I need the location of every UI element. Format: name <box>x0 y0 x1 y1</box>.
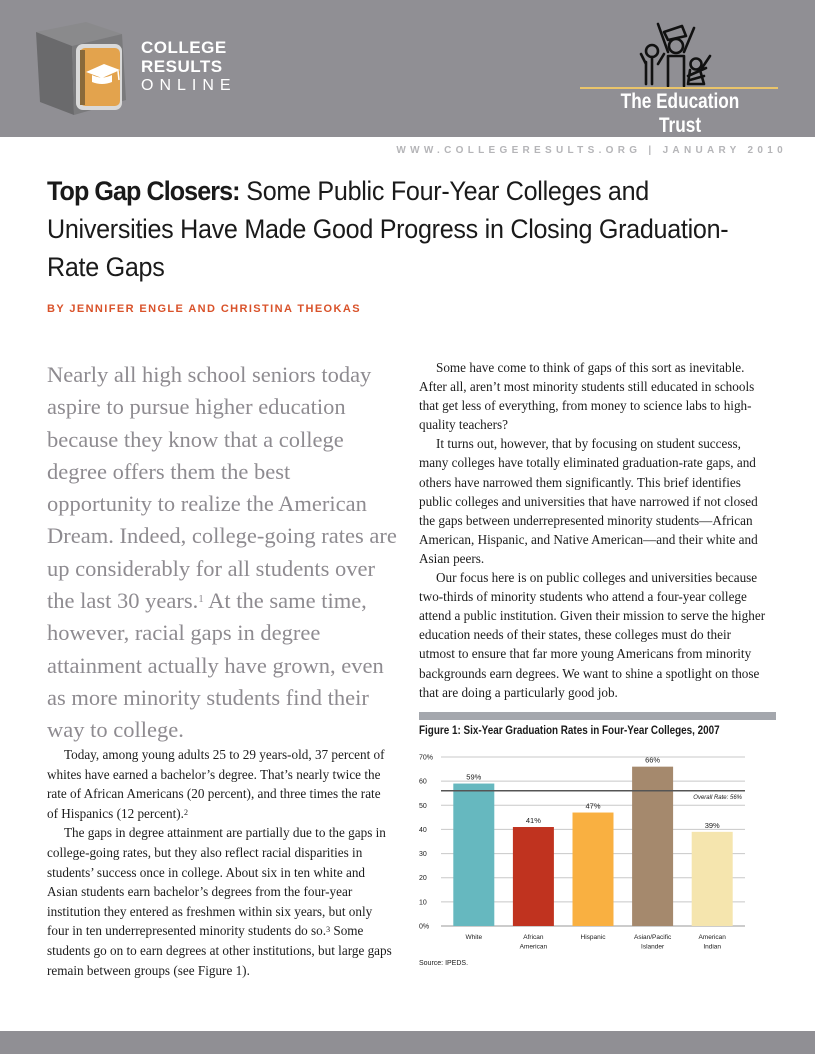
x-axis-labels <box>465 934 726 951</box>
y-tick-label: 20 <box>419 875 427 883</box>
logo-line-2: RESULTS <box>141 57 223 76</box>
bar-value-label: 59% <box>466 772 482 782</box>
bar <box>573 813 614 926</box>
byline: BY JENNIFER ENGLE AND CHRISTINA THEOKAS <box>47 303 361 315</box>
chart-source: Source: IPEDS. <box>419 960 469 967</box>
graduation-rate-bar-chart <box>410 745 815 975</box>
bar-value-label: 41% <box>525 816 541 826</box>
footnote-ref[interactable]: 1 <box>198 593 204 606</box>
paragraph: Some have come to think of gaps of this sort as inevitable. After all, aren’t most minority students still educated in schools that get less of everything, from money to science labs to high-quality teachers? <box>419 360 755 433</box>
x-axis-label: Hispanic <box>580 934 606 941</box>
bar <box>692 832 733 926</box>
y-tick-label: 30 <box>419 851 427 859</box>
paragraph-text: Today, among young adults 25 to 29 years-old, 37 percent of whites have earned a bachelor’s degree. That’s nearly twice the rate of African Americans (20 percent), and three times the rate of Hispanics (12 percent). <box>47 747 385 821</box>
bar-value-label: 39% <box>704 820 720 830</box>
education-trust-logo-text: The Education Trust <box>620 90 740 137</box>
x-axis-label: American <box>519 943 548 951</box>
bar-value-label: 66% <box>645 755 661 765</box>
figure-rule <box>419 712 776 720</box>
logo-line-3: ONLINE <box>141 77 237 94</box>
figure-title: Figure 1: Six-Year Graduation Rates in Four-Year Colleges, 2007 <box>419 725 720 737</box>
paragraph <box>47 745 393 823</box>
left-column <box>47 745 393 980</box>
paragraph <box>47 823 393 980</box>
right-column <box>419 358 767 702</box>
paragraph: Our focus here is on public colleges and universities because two-thirds of minority students who attend a four-year college attend a public institution. Given their mission to serve the higher education needs of their states, these colleges must do their utmost to ensure that far more young Americans from minority backgrounds earn degrees. We want to shine a spotlight on those that are doing a particularly good job. <box>419 570 766 700</box>
bar <box>453 784 494 926</box>
college-results-online-logo <box>141 38 237 96</box>
three-figures-icon <box>636 18 726 88</box>
x-axis-label: White <box>465 934 483 941</box>
url-date-line: WWW.COLLEGERESULTS.ORG | JANUARY 2010 <box>396 145 787 156</box>
pull-quote-text: Nearly all high school seniors today aspire to pursue higher education because they know that a college degree offers them the best opportunity to realize the American Dream. Indeed, college-going rates are up considerably for all students over the last 30 years. <box>47 362 397 614</box>
y-tick-label: 40 <box>419 826 427 834</box>
education-trust-rule <box>580 87 778 89</box>
paragraph: It turns out, however, that by focusing on student success, many colleges have totally eliminated graduation-rate gaps, and others have narrowed them significantly. This brief identifies public colleges and universities that have narrowed if not closed the gaps between underrepresented minority students—African American, Hispanic, and Native American—and their white and Asian peers. <box>419 436 758 566</box>
pull-quote <box>47 359 397 747</box>
footnote-ref[interactable]: 2 <box>183 807 188 817</box>
bar <box>513 827 554 926</box>
header-banner <box>0 0 815 137</box>
graduation-cap-cube-icon <box>34 20 134 120</box>
x-axis-label: American <box>698 934 726 941</box>
y-tick-label: 10 <box>419 899 427 907</box>
y-tick-label: 60 <box>419 778 427 786</box>
paragraph-text: The gaps in degree attainment are partially due to the gaps in college-going rates, but they also reflect racial disparities in students’ success once in college. About six in ten white and Asian students earn bachelor’s degrees from the four-year institution they entered as freshmen within six years, but only four in ten underrepresented minority students do so. <box>47 825 386 939</box>
x-axis-label: African <box>523 934 544 941</box>
x-axis-label: Indian <box>703 943 722 951</box>
paragraph-text-after: Some students go on to earn degrees at other institutions, but large gaps remain between groups (see Figure 1). <box>47 923 392 978</box>
title-rest: Some Public Four-Year Colleges and Universities Have Made Good Progress in Closing Graduation-Rate Gaps <box>47 176 729 282</box>
y-axis-ticks <box>419 755 433 931</box>
page-title <box>47 172 735 286</box>
y-tick-label: 70% <box>419 754 434 762</box>
y-tick-label: 0% <box>419 923 430 931</box>
overall-rate-label: Overall Rate: 56% <box>693 794 742 801</box>
footer-bar <box>0 1031 815 1054</box>
y-tick-label: 50 <box>419 802 427 810</box>
x-axis-label: Islander <box>641 943 665 951</box>
logo-line-1: COLLEGE <box>141 38 227 57</box>
bar-value-label: 47% <box>585 801 601 811</box>
pull-quote-text-2: At the same time, however, racial gaps in degree attainment actually have grown, even as more minority students find their way to college. <box>47 588 384 743</box>
x-axis-label: Asian/Pacific <box>633 934 672 941</box>
title-bold: Top Gap Closers: <box>47 176 240 206</box>
footnote-ref[interactable]: 3 <box>326 925 331 935</box>
